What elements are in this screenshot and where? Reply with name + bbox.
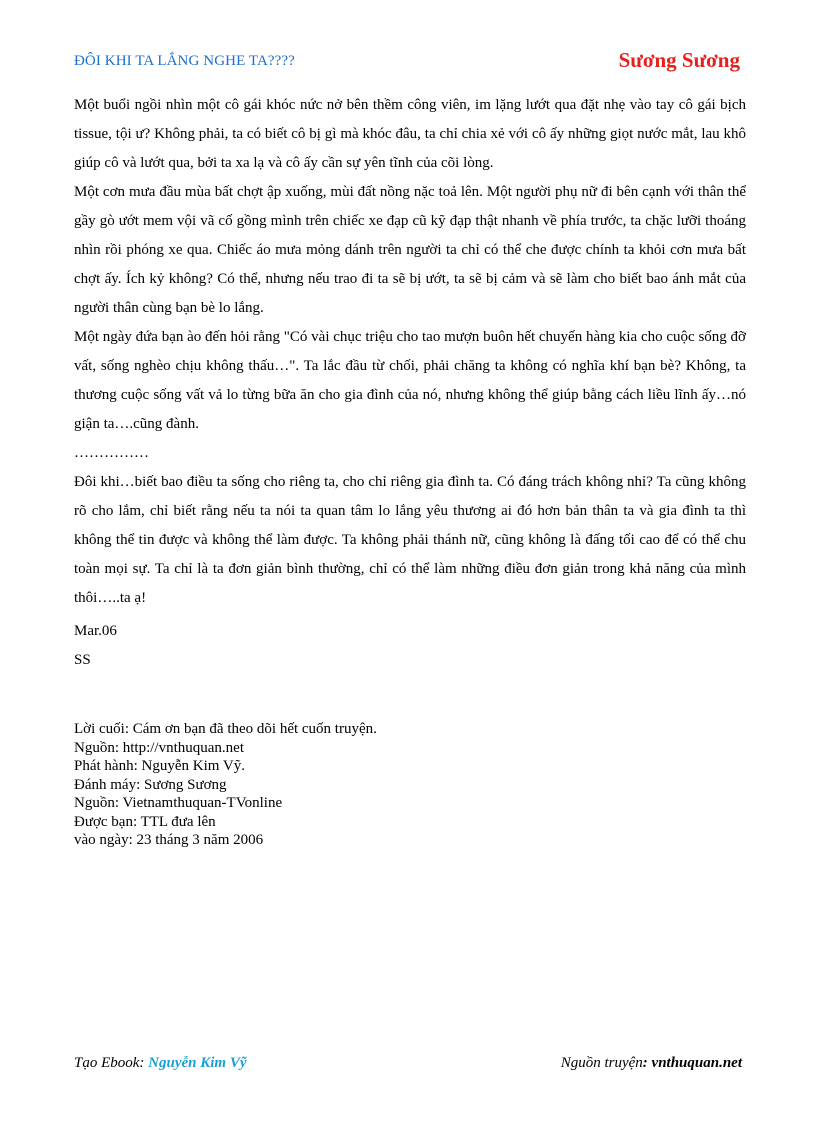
credit-line: vào ngày: 23 tháng 3 năm 2006 <box>74 832 264 848</box>
paragraph: Đôi khi…biết bao điều ta sống cho riêng ta, cho chỉ riêng gia đình ta. Có đáng trách không nhỉ? Ta cũng không rõ cho lắm, chỉ biết rằng nếu ta nói ta quan tâm lo lắng yêu thương ai đó hơn bản thân ta và gia đình ta thì không thể tin được và không thể làm được. Ta không phải thánh nữ, cũng không là đấng tối cao để có thể chu toàn mọi sự. Ta chỉ là ta đơn giản bình thường, chỉ có thể làm những điều đơn giản trong khả năng của mình thôi…..ta ạ! <box>74 474 746 606</box>
credit-line: Phát hành: Nguyễn Kim Vỹ. <box>74 758 245 774</box>
story-title: ĐÔI KHI TA LẮNG NGHE TA???? <box>74 53 295 69</box>
signature-initials: SS <box>74 652 91 668</box>
page-footer <box>74 1055 742 1077</box>
footer-ebook-separator: : <box>139 1055 149 1071</box>
story-body <box>74 91 746 613</box>
footer-ebook-label: Tạo Ebook <box>74 1055 140 1071</box>
paragraph: Một cơn mưa đầu mùa bất chợt ập xuống, mùi đất nồng nặc toả lên. Một người phụ nữ đi bên cạnh với thân thể gầy gò ướt mem vội vã cố gồng mình trên chiếc xe đạp cũ kỹ đạp thật nhanh về phía trước, ta chặc lưỡi thoáng nhìn rồi phóng xe qua. Chiếc áo mưa mỏng dánh trên người ta chỉ có thể che được chính ta khỏi cơn mưa bất chợt ấy. Ích kỷ không? Có thể, nhưng nếu trao đi ta sẽ bị ướt, ta sẽ bị cảm và sẽ làm cho biết bao ánh mắt của người thân cùng bạn bè lo lắng. <box>74 184 746 316</box>
ellipsis-separator: …………… <box>74 445 149 461</box>
credit-line: Đánh máy: Sương Sương <box>74 776 227 793</box>
signature-date: Mar.06 <box>74 623 117 639</box>
paragraph: Một buổi ngồi nhìn một cô gái khóc nức nở bên thềm công viên, im lặng lướt qua đặt nhẹ vào tay cô gái bịch tissue, tội ư? Không phải, ta có biết cô bị gì mà khóc đâu, ta chỉ chia xẻ với cô ấy những giọt nước mắt, lau khô giúp cô và lướt qua, bởi ta xa lạ và cô ấy cần sự yên tĩnh của cõi lòng. <box>74 97 746 171</box>
signature-block <box>74 617 117 675</box>
footer-source-site: vnthuquan.net <box>651 1055 742 1071</box>
paragraph: Một ngày đứa bạn ào đến hỏi rằng "Có vài chục triệu cho tao mượn buôn hết chuyến hàng kia cho cuộc sống đỡ vất, sống nghèo chịu không thấu…". Ta lắc đầu từ chối, phải chăng ta không có nghĩa khí bạn bè? Không, ta thương cuộc sống vất vả lo từng bữa ăn cho gia đình của nó, nhưng không thể giúp bằng cách liều lĩnh ấy…nó giận ta….cũng đành. <box>74 329 746 432</box>
credit-line: Lời cuối: Cám ơn bạn đã theo dõi hết cuốn truyện. <box>74 721 377 737</box>
credit-line: Nguồn: http://vnthuquan.net <box>74 739 244 756</box>
footer-source-label: Nguồn truyện <box>560 1055 643 1071</box>
credit-line: Được bạn: TTL đưa lên <box>74 813 216 830</box>
page-header <box>74 48 740 78</box>
story-author: Sương Sương <box>618 48 740 72</box>
footer-ebook-creator: Nguyễn Kim Vỹ <box>148 1055 247 1071</box>
credits-block <box>74 720 377 850</box>
footer-source-separator: : <box>642 1055 652 1071</box>
credit-line: Nguồn: Vietnamthuquan-TVonline <box>74 795 283 811</box>
footer-source-credit <box>561 1055 742 1072</box>
footer-ebook-credit <box>74 1055 247 1072</box>
